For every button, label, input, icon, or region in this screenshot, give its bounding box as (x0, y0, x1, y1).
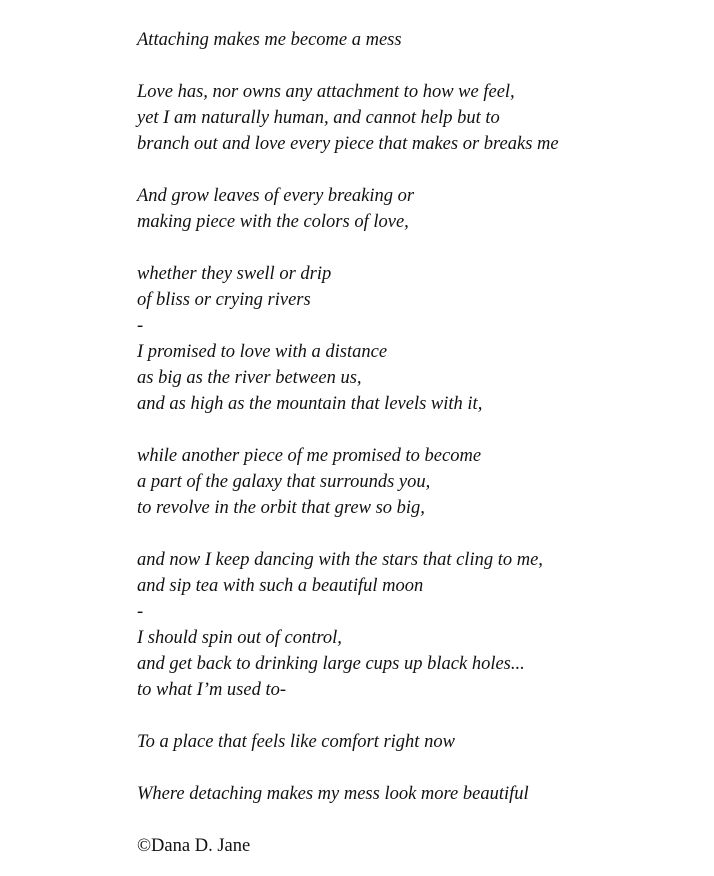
poem (137, 27, 697, 859)
poem-line: I should spin out of control, (137, 628, 342, 648)
stanza-2 (137, 183, 697, 235)
section-separator: - (137, 316, 144, 336)
stanza-9 (137, 781, 697, 807)
section-separator: - (137, 602, 144, 622)
poem-line: To a place that feels like comfort right now (137, 732, 455, 752)
poem-line: whether they swell or drip (137, 264, 332, 284)
poem-line: a part of the galaxy that surrounds you, (137, 472, 431, 492)
poem-line: as big as the river between us, (137, 368, 362, 388)
poem-line: of bliss or crying rivers (137, 290, 311, 310)
stanza-1 (137, 79, 697, 157)
poem-line: to revolve in the orbit that grew so big, (137, 498, 425, 518)
stanza-3 (137, 261, 697, 313)
poem-line: and now I keep dancing with the stars that cling to me, (137, 550, 543, 570)
poem-line: Where detaching makes my mess look more beautiful (137, 784, 529, 804)
poem-title: Attaching makes me become a mess (137, 30, 402, 50)
stanza-5 (137, 443, 697, 521)
copyright-notice: ©Dana D. Jane (137, 836, 251, 856)
poem-line: while another piece of me promised to become (137, 446, 482, 466)
poem-line: And grow leaves of every breaking or (137, 186, 415, 206)
poem-line: and get back to drinking large cups up black holes... (137, 654, 525, 674)
poem-line: Love has, nor owns any attachment to how we feel, (137, 82, 515, 102)
poem-line: and sip tea with such a beautiful moon (137, 576, 424, 596)
stanza-8 (137, 729, 697, 755)
stanza-7 (137, 625, 697, 703)
poem-line: I promised to love with a distance (137, 342, 388, 362)
stanza-4 (137, 339, 697, 417)
poem-line: to what I’m used to- (137, 680, 287, 700)
poem-line: branch out and love every piece that makes or breaks me (137, 134, 559, 154)
poem-line: yet I am naturally human, and cannot help but to (137, 108, 500, 128)
poem-line: and as high as the mountain that levels with it, (137, 394, 483, 414)
poem-line: making piece with the colors of love, (137, 212, 409, 232)
stanza-6 (137, 547, 697, 599)
